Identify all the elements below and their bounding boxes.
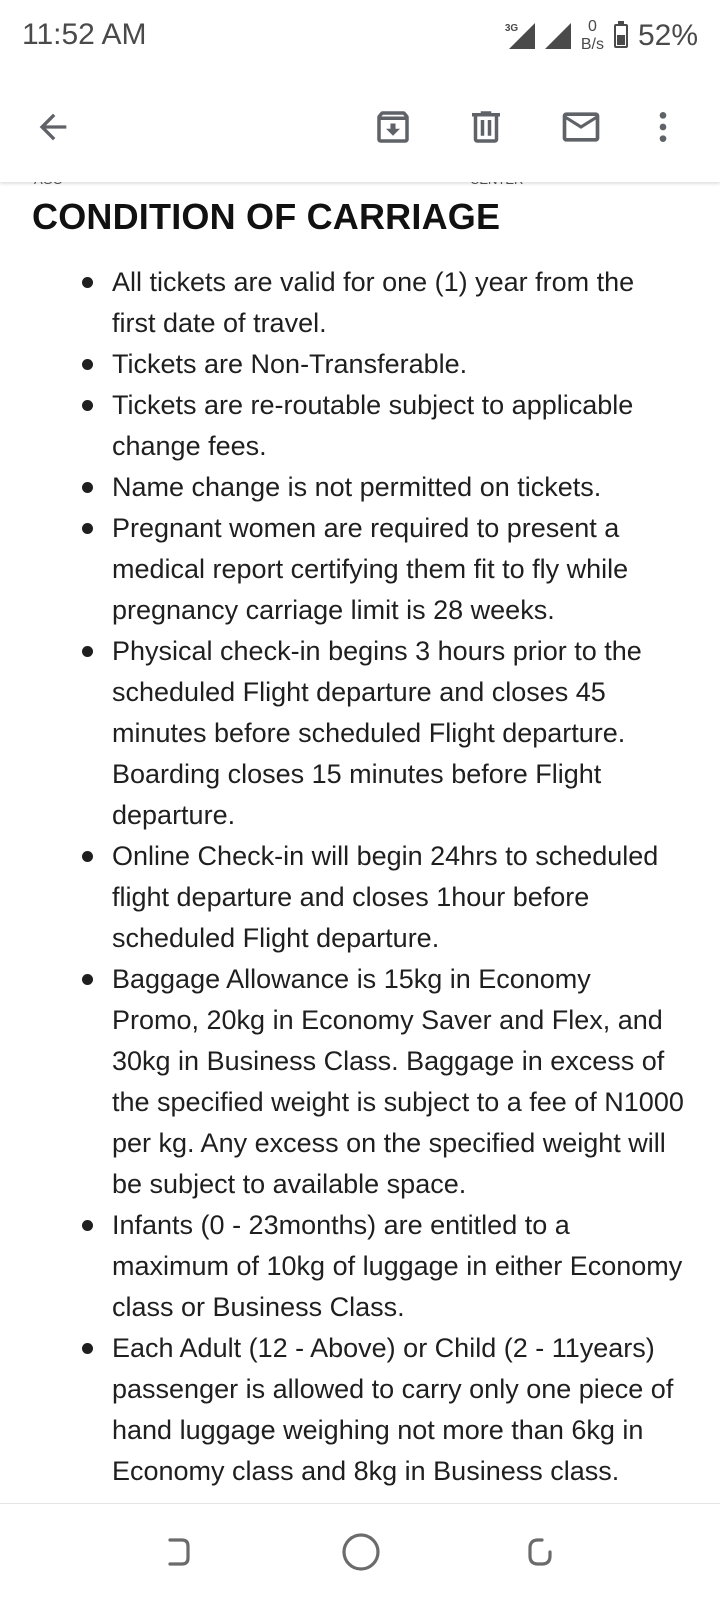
list-item [0,1328,720,1492]
delete-button[interactable] [461,102,511,152]
bullet-dot [82,277,93,288]
list-item [0,508,720,631]
list-item-text: Physical check-in begins 3 hours prior to the scheduled Flight departure and closes 45 minutes before scheduled Flight departure. Boarding closes 15 minutes before Flight departure. [112,636,642,830]
list-item [0,344,720,385]
list-item [0,467,720,508]
list-item-text: Online Check-in will begin 24hrs to scheduled flight departure and closes 1hour before scheduled Flight departure. [112,841,659,953]
bullet-dot [82,646,93,657]
list-item-text: Each Adult (12 - Above) or Child (2 - 11years) passenger is allowed to carry only one piece of hand luggage weighing not more than 6kg in Economy class and 8kg in Business class. [112,1333,674,1486]
network-type-label: 3G [504,23,519,34]
email-body[interactable] [0,182,720,1504]
section-title: CONDITION OF CARRIAGE [32,196,501,237]
bullet-dot [82,1343,93,1354]
bullet-dot [82,523,93,534]
status-icons [505,14,698,58]
email-toolbar [0,72,720,182]
more-vert-icon [643,107,683,147]
status-bar [0,0,720,72]
bullet-dot [82,1220,93,1231]
battery-icon [614,24,628,48]
back-button[interactable] [28,102,78,152]
mail-icon [559,105,603,149]
more-options-button[interactable] [638,102,688,152]
status-time: 11:52 AM [22,18,147,51]
archive-icon [372,106,414,148]
network-speed-unit: B/s [580,36,604,53]
system-nav-bar [0,1503,720,1600]
list-item-text: Infants (0 - 23months) are entitled to a maximum of 10kg of luggage in either Economy class or Business Class. [112,1210,683,1322]
list-item-text: Pregnant women are required to present a medical report certifying them fit to fly while pregnancy carriage limit is 28 weeks. [112,513,629,625]
list-item-text: Tickets are re-routable subject to applicable change fees. [112,390,634,461]
conditions-list [0,262,720,1492]
list-item [0,385,720,467]
trash-icon [465,106,507,148]
mark-unread-button[interactable] [556,102,606,152]
bullet-dot [82,359,93,370]
list-item [0,631,720,836]
list-item-text: All tickets are valid for one (1) year from the first date of travel. [112,267,635,338]
list-item [0,262,720,344]
arrow-left-icon [33,107,73,147]
list-item [0,1205,720,1328]
nav-home-icon [339,1530,383,1574]
network-speed [581,18,604,54]
nav-home-button[interactable] [333,1524,389,1580]
nav-back-button[interactable] [148,1524,204,1580]
list-item-text: Tickets are Non-Transferable. [112,349,468,379]
list-item-text: Name change is not permitted on tickets. [112,472,602,502]
nav-recents-button[interactable] [512,1524,568,1580]
network-speed-value: 0 [587,18,597,35]
signal-3g-icon [505,21,535,51]
list-item [0,959,720,1205]
nav-recents-icon [520,1532,560,1572]
list-item-text: Baggage Allowance is 15kg in Economy Promo, 20kg in Economy Saver and Flex, and 30kg in Business Class. Baggage in excess of the specified weight is subject to a fee of N1000 per kg. Any excess on the specified weight will be subject to available space. [112,964,684,1199]
bullet-dot [82,974,93,985]
bullet-dot [82,400,93,411]
signal-strength-icon [545,23,571,49]
archive-button[interactable] [368,102,418,152]
bullet-dot [82,851,93,862]
battery-percent: 52% [637,19,698,52]
bullet-dot [82,482,93,493]
list-item [0,836,720,959]
nav-back-icon [156,1532,196,1572]
